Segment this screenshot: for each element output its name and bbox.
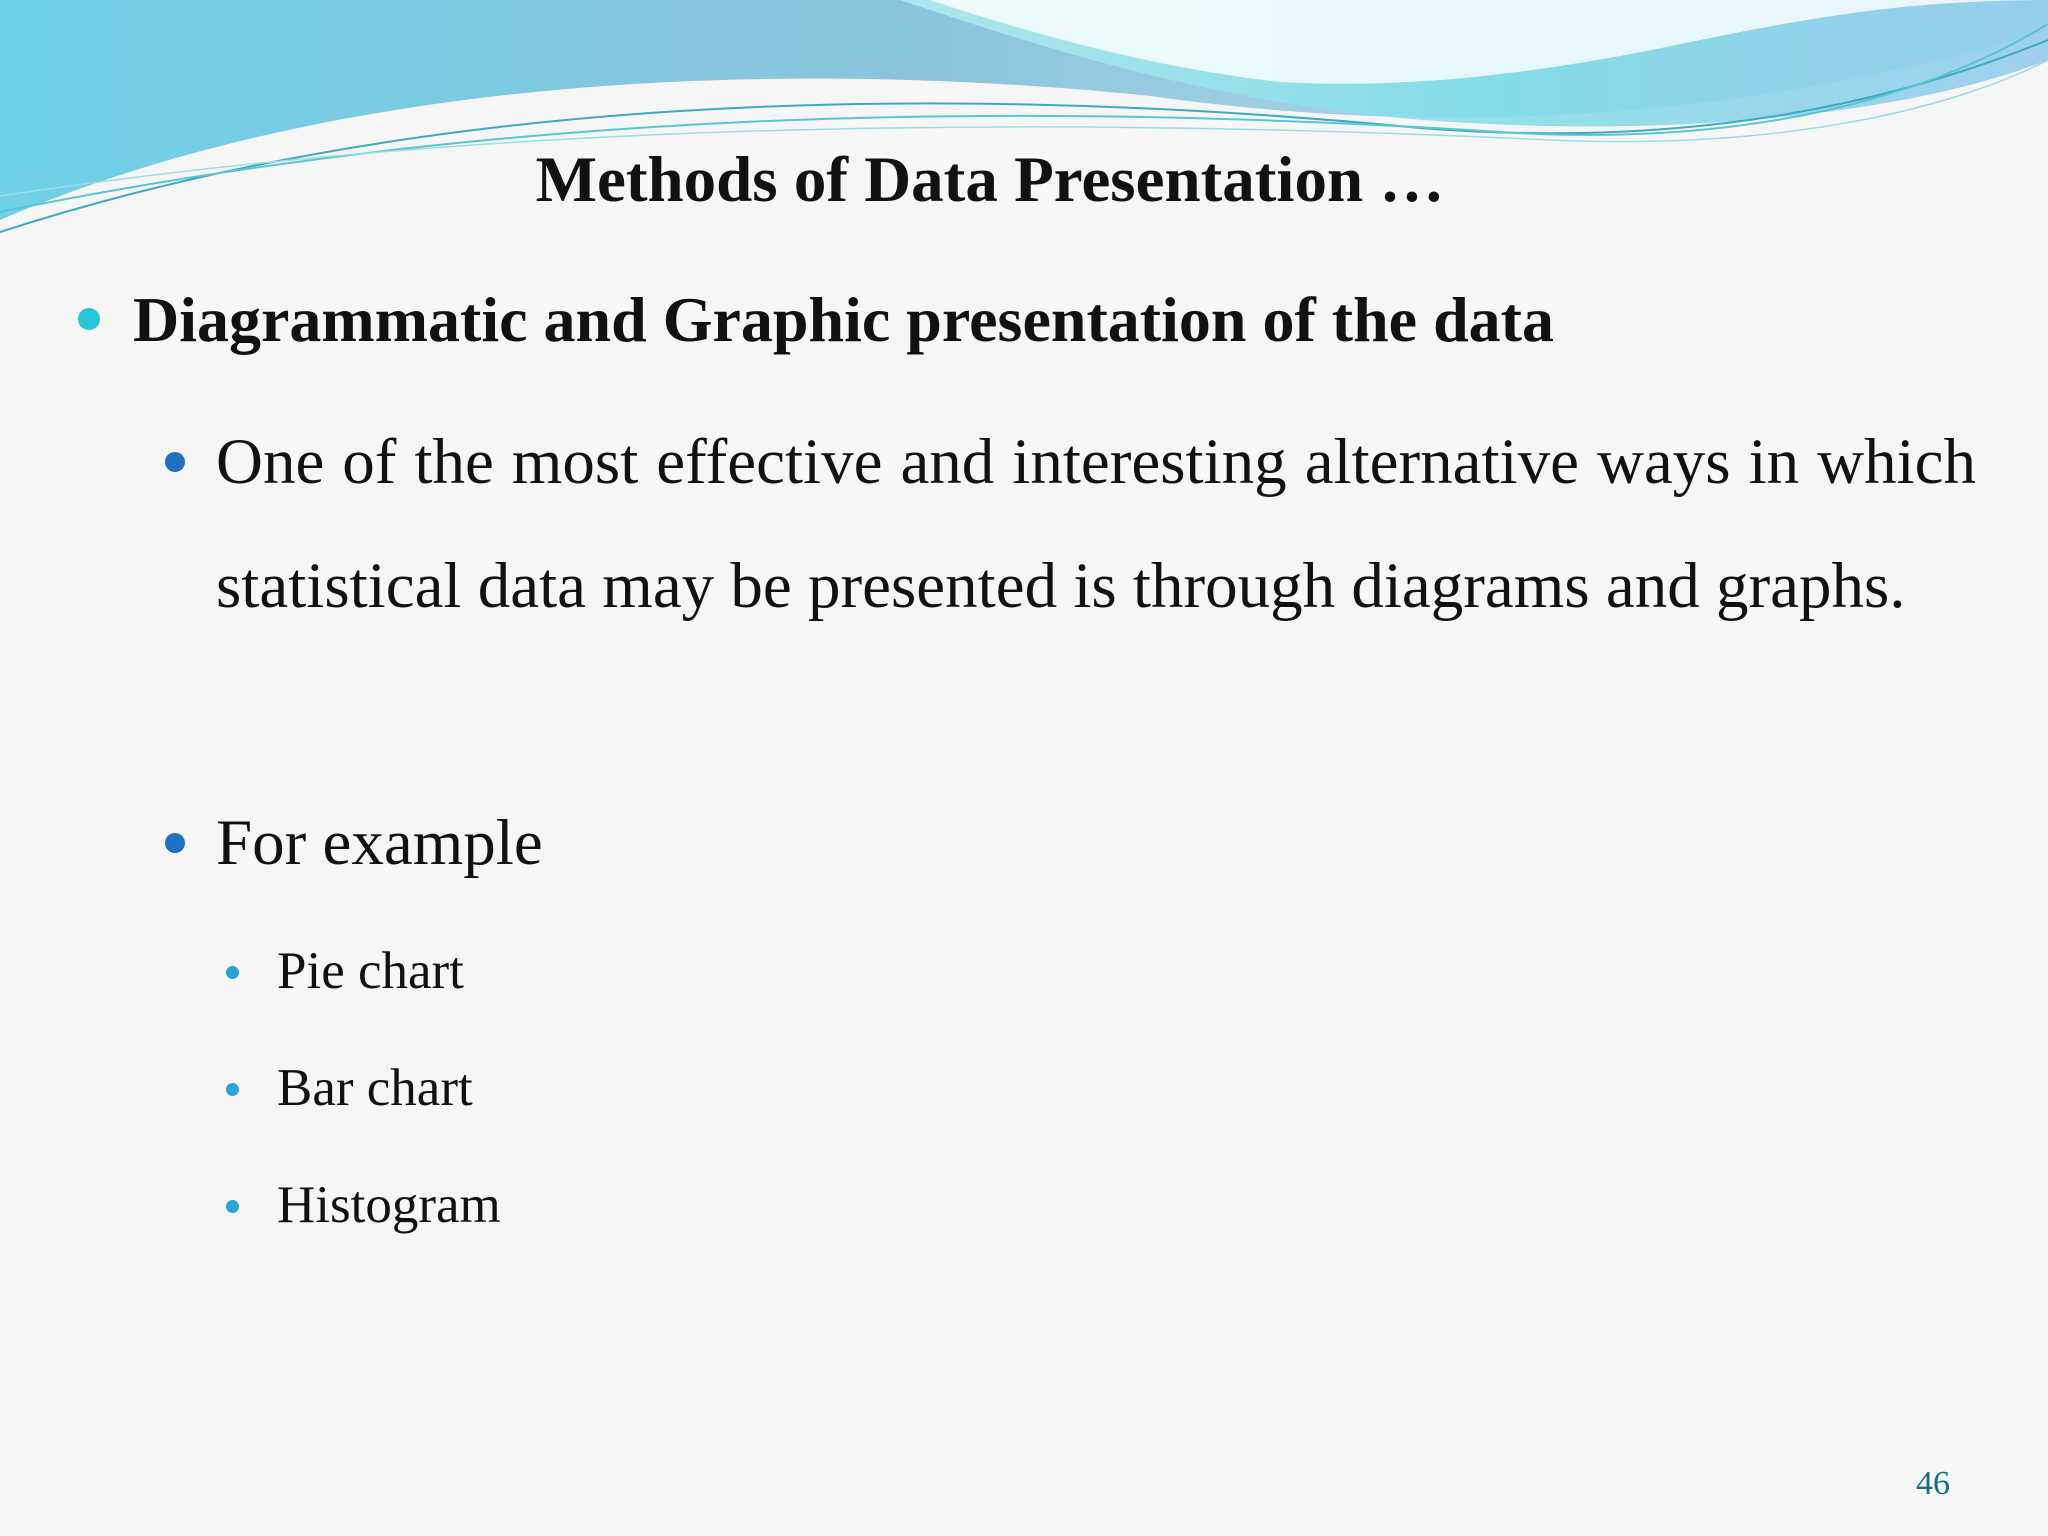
- slide-title: Methods of Data Presentation …: [535, 144, 1445, 216]
- level3-bullet-icon: [226, 1083, 239, 1096]
- example-item: Pie chart: [277, 942, 464, 1000]
- example-item: Bar chart: [277, 1059, 473, 1117]
- level2-bullet-icon: [165, 452, 185, 472]
- level1-bullet-icon: [78, 308, 100, 330]
- level2-bullet-icon: [165, 833, 185, 853]
- bullet-heading: Diagrammatic and Graphic presentation of the data: [133, 284, 1554, 355]
- page-number: 46: [1916, 1465, 1950, 1502]
- level3-bullet-icon: [226, 1200, 239, 1213]
- example-item: Histogram: [277, 1176, 501, 1234]
- level3-bullet-icon: [226, 966, 239, 979]
- example-intro: For example: [216, 807, 543, 879]
- description-paragraph: One of the most effective and interesting alternative ways in which statistical data may be presented is through diagrams and graphs.: [216, 426, 1976, 622]
